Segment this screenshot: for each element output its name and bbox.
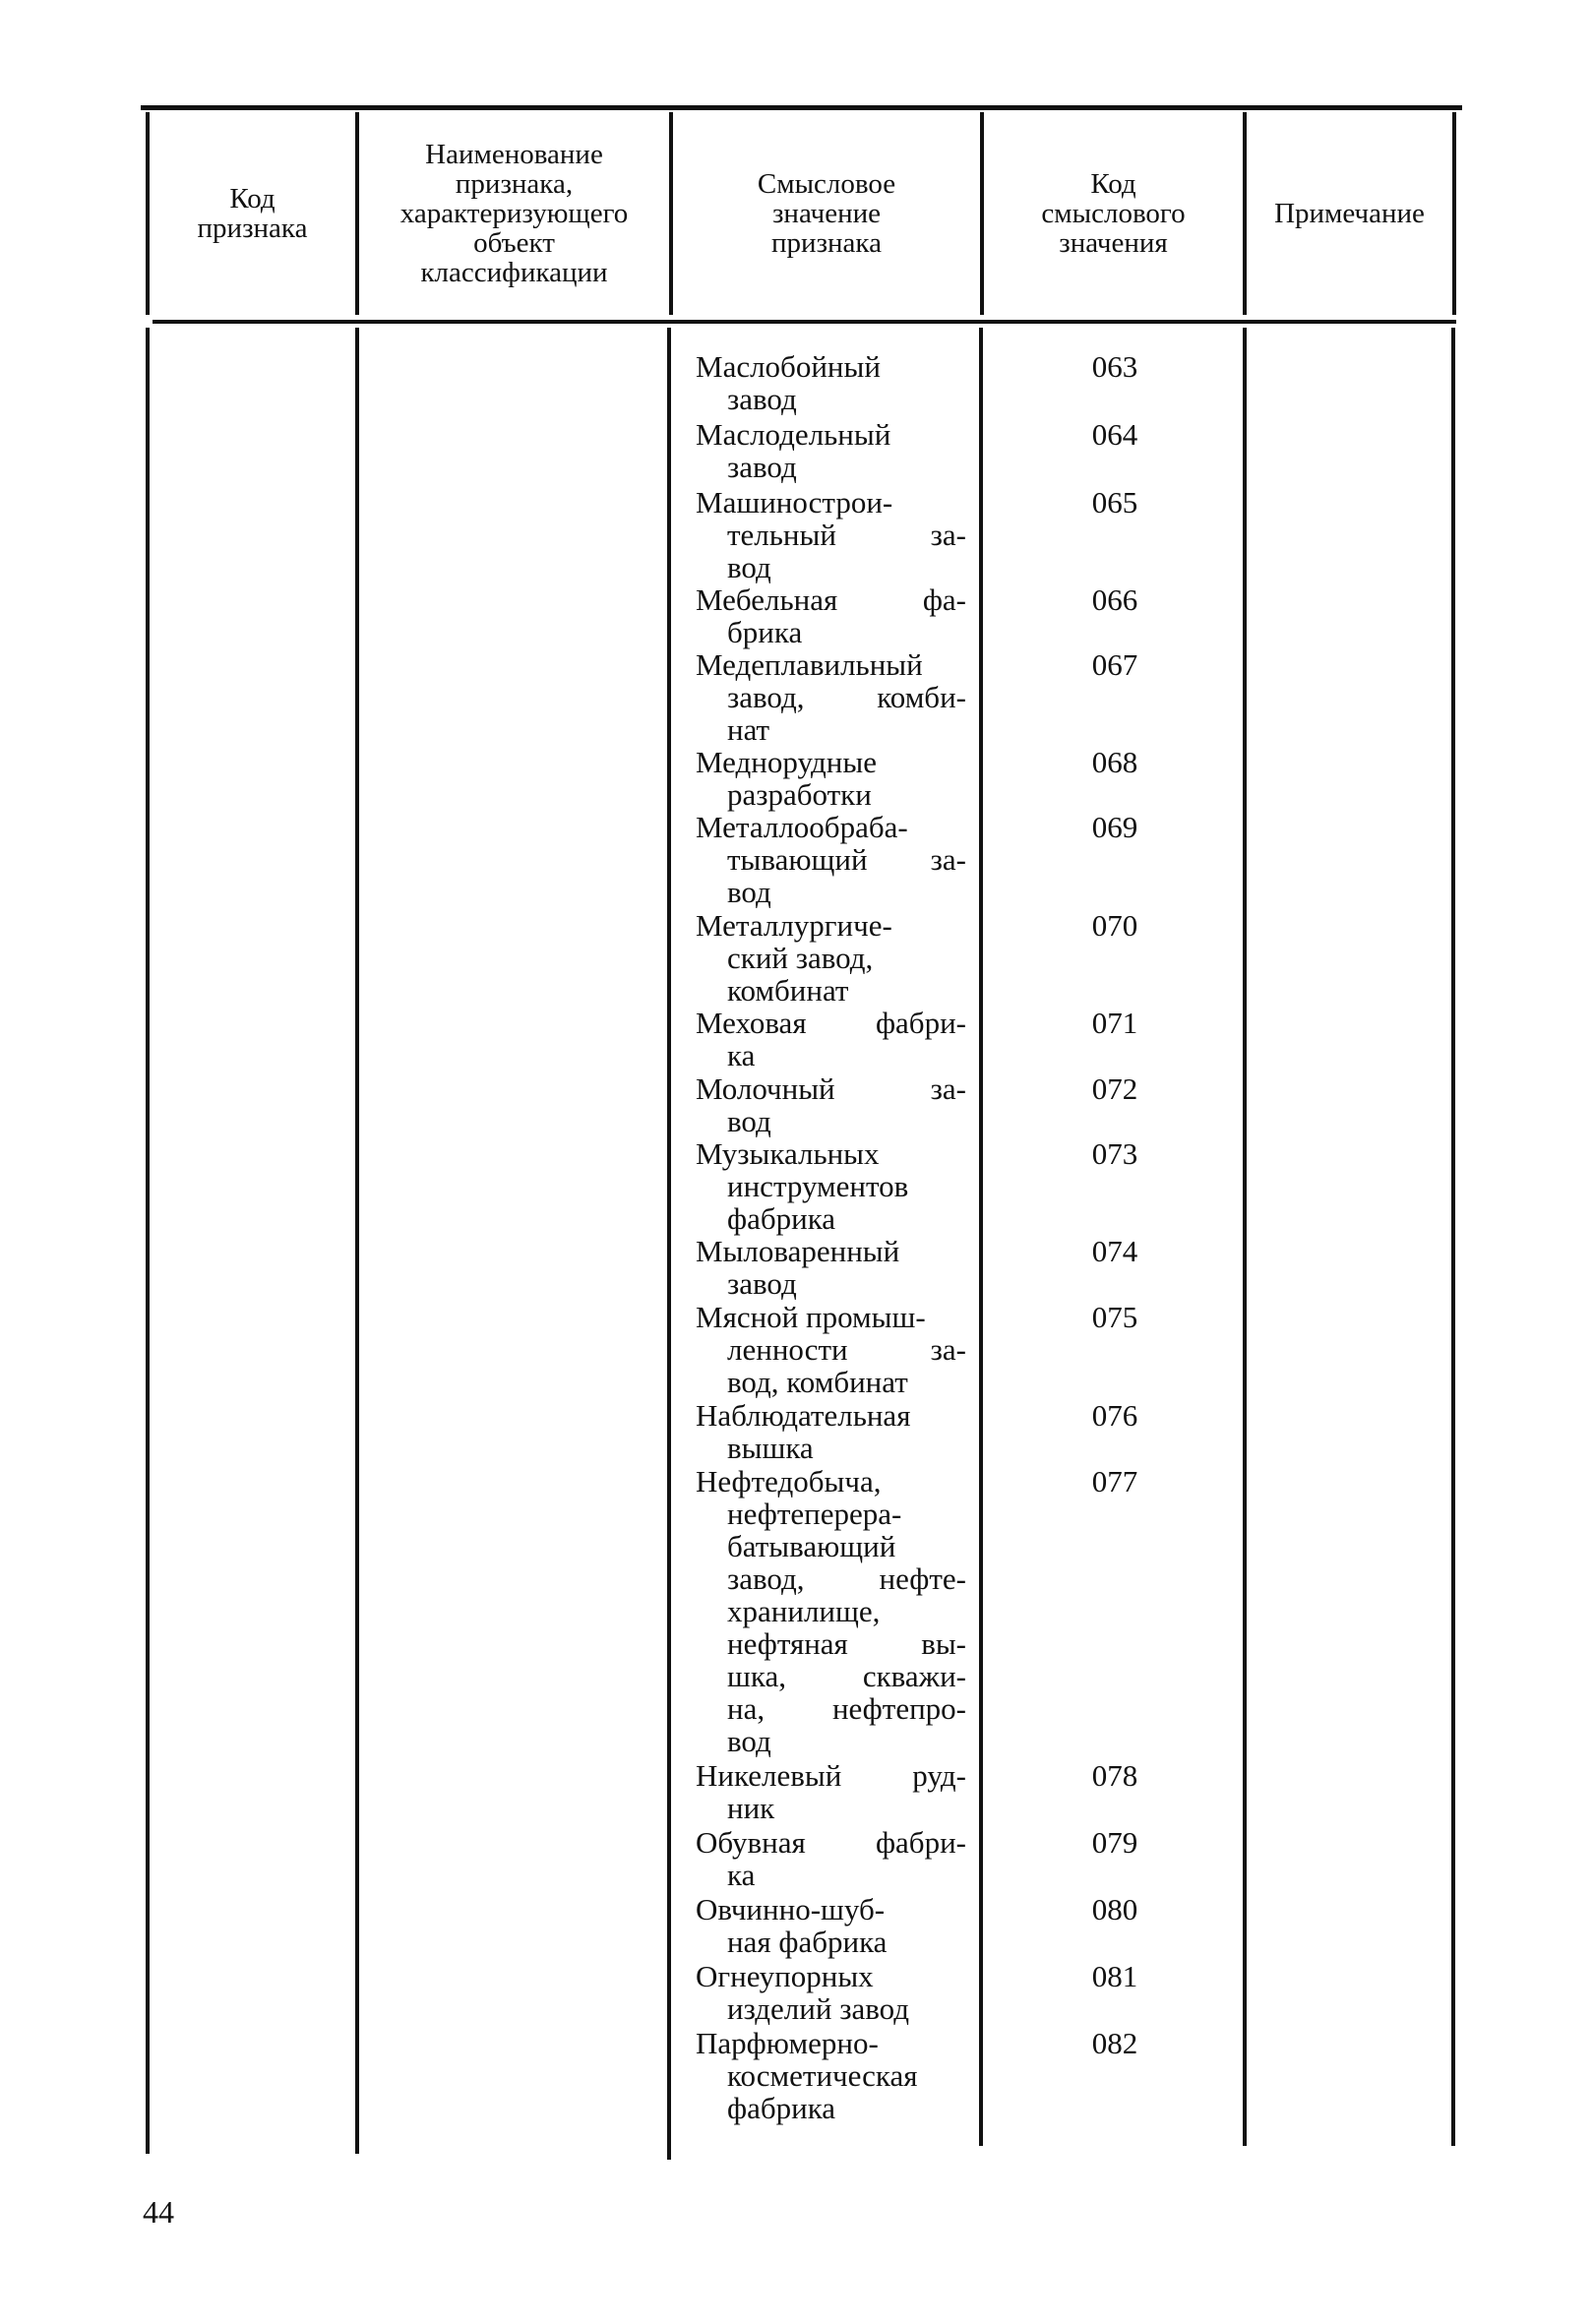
header-name-line: признака, (455, 168, 574, 200)
header-meaning-code-line: значения (1059, 227, 1168, 259)
meaning-line: Маслодельный (696, 417, 891, 452)
meaning-line: ка (727, 1038, 756, 1072)
meaning-line: Меднорудные (696, 745, 877, 779)
meaning-line: нефтяная вы- (727, 1626, 966, 1661)
header-meaning-code-line: Код (1090, 168, 1136, 200)
meaning-line: Огнеупорных (696, 1959, 874, 1993)
row-code-070: 070 (1091, 908, 1138, 943)
meaning-line: вод (727, 550, 771, 584)
row-code-068: 068 (1091, 745, 1138, 779)
meaning-line: завод (727, 382, 797, 416)
meaning-line: батывающий (727, 1529, 896, 1563)
meaning-line: Мыловаренный (696, 1234, 900, 1268)
header-note-line: Примечание (1274, 198, 1425, 229)
meaning-line: комбинат (727, 973, 849, 1008)
meaning-line: Парфюмерно- (696, 2026, 879, 2060)
meaning-line: косметическая (727, 2058, 918, 2093)
row-code-082: 082 (1091, 2026, 1138, 2060)
meaning-line: брика (727, 615, 803, 649)
row-meaning-064 (696, 418, 966, 483)
header-separator-rule (153, 320, 1456, 324)
header-meaning-line: признака (771, 227, 882, 259)
row-code-065: 065 (1091, 485, 1138, 520)
meaning-line: на, нефтепро- (727, 1691, 966, 1726)
meaning-line: Овчинно-шуб- (696, 1892, 886, 1926)
meaning-line: ная фабрика (727, 1925, 888, 1959)
meaning-line: завод, комби- (727, 680, 966, 714)
row-code-066: 066 (1091, 582, 1138, 617)
row-meaning-072 (696, 1072, 966, 1137)
header-code-line: Код (229, 183, 276, 214)
row-meaning-079 (696, 1826, 966, 1891)
row-code-064: 064 (1091, 417, 1138, 452)
meaning-line: хранилище, (727, 1594, 881, 1628)
table-top-rule (141, 105, 1462, 110)
meaning-line: Обувная фабри- (696, 1825, 966, 1860)
meaning-line: Мясной промыш- (696, 1300, 926, 1334)
meaning-line: нат (727, 712, 770, 747)
row-meaning-069 (696, 811, 966, 908)
header-name-line: Наименование (425, 139, 603, 170)
row-meaning-080 (696, 1893, 966, 1958)
meaning-line: вод (727, 875, 771, 909)
meaning-line: Никелевый руд- (696, 1758, 966, 1793)
meaning-line: Меховая фабри- (696, 1006, 966, 1040)
header-meaning-code (984, 112, 1243, 315)
row-code-079: 079 (1091, 1825, 1138, 1860)
page-number: 44 (143, 2194, 174, 2230)
meaning-line: Машинострои- (696, 485, 893, 520)
meaning-line: Наблюдательная (696, 1398, 911, 1433)
meaning-line: ский завод, (727, 941, 874, 975)
meaning-line: ка (727, 1858, 756, 1892)
meaning-line: Маслобойный (696, 349, 881, 384)
body-divider-1 (355, 328, 359, 2154)
row-meaning-076 (696, 1399, 966, 1464)
header-name-line: объект (473, 227, 555, 259)
body-divider-4 (1243, 328, 1247, 2146)
header-name-line: характеризующего (399, 198, 629, 229)
meaning-line: вышка (727, 1431, 814, 1465)
header-right-border (1452, 112, 1456, 315)
body-divider-2 (667, 328, 671, 2160)
meaning-line: вод (727, 1724, 771, 1758)
header-meaning-line: значение (771, 198, 882, 229)
meaning-line: Нефтедобыча, (696, 1464, 882, 1498)
meaning-line: ленности за- (727, 1332, 966, 1367)
meaning-line: завод (727, 450, 797, 484)
row-meaning-074 (696, 1235, 966, 1300)
row-meaning-065 (696, 486, 966, 583)
row-meaning-077 (696, 1465, 966, 1757)
row-meaning-073 (696, 1137, 966, 1235)
row-code-074: 074 (1091, 1234, 1138, 1268)
row-meaning-070 (696, 909, 966, 1007)
header-meaning-code-line: смыслового (1041, 198, 1186, 229)
header-code-line: признака (197, 213, 308, 244)
meaning-line: Молочный за- (696, 1071, 966, 1106)
body-right-border (1451, 328, 1455, 2146)
row-code-081: 081 (1091, 1959, 1138, 1993)
meaning-line: Металлургиче- (696, 908, 892, 943)
meaning-line: Мебельная фа- (696, 582, 966, 617)
row-code-071: 071 (1091, 1006, 1138, 1040)
row-meaning-071 (696, 1007, 966, 1071)
row-meaning-067 (696, 648, 966, 746)
row-meaning-068 (696, 746, 966, 811)
meaning-line: тельный за- (727, 518, 966, 552)
body-left-border (146, 328, 150, 2154)
row-code-075: 075 (1091, 1300, 1138, 1334)
header-name-line: классификации (420, 257, 608, 288)
row-code-069: 069 (1091, 810, 1138, 844)
row-code-063: 063 (1091, 349, 1138, 384)
meaning-line: ник (727, 1791, 775, 1825)
meaning-line: нефтеперера- (727, 1497, 902, 1531)
row-meaning-066 (696, 583, 966, 648)
row-code-076: 076 (1091, 1398, 1138, 1433)
meaning-line: вод (727, 1104, 771, 1138)
meaning-line: завод (727, 1266, 797, 1301)
row-code-077: 077 (1091, 1464, 1138, 1498)
meaning-line: завод, нефте- (727, 1561, 966, 1596)
row-meaning-063 (696, 350, 966, 415)
header-code (150, 112, 355, 315)
meaning-line: разработки (727, 777, 872, 812)
meaning-line: изделий завод (727, 1991, 910, 2026)
row-code-078: 078 (1091, 1758, 1138, 1793)
header-meaning (673, 112, 980, 315)
body-divider-3 (979, 328, 983, 2146)
meaning-line: вод, комбинат (727, 1365, 908, 1399)
row-code-073: 073 (1091, 1136, 1138, 1171)
row-code-072: 072 (1091, 1071, 1138, 1106)
meaning-line: Медеплавильный (696, 647, 923, 682)
row-meaning-082 (696, 2027, 966, 2124)
row-meaning-081 (696, 1960, 966, 2025)
row-code-067: 067 (1091, 647, 1138, 682)
meaning-line: Музыкальных (696, 1136, 880, 1171)
row-meaning-075 (696, 1301, 966, 1398)
meaning-line: фабрика (727, 1201, 836, 1236)
meaning-line: тывающий за- (727, 842, 966, 877)
meaning-line: фабрика (727, 2091, 836, 2125)
meaning-line: шка, скважи- (727, 1659, 966, 1693)
meaning-line: Металлообраба- (696, 810, 908, 844)
header-name (359, 112, 669, 315)
row-code-080: 080 (1091, 1892, 1138, 1926)
meaning-line: инструментов (727, 1169, 909, 1203)
header-meaning-line: Смысловое (757, 168, 896, 200)
row-meaning-078 (696, 1759, 966, 1824)
header-note (1247, 112, 1452, 315)
